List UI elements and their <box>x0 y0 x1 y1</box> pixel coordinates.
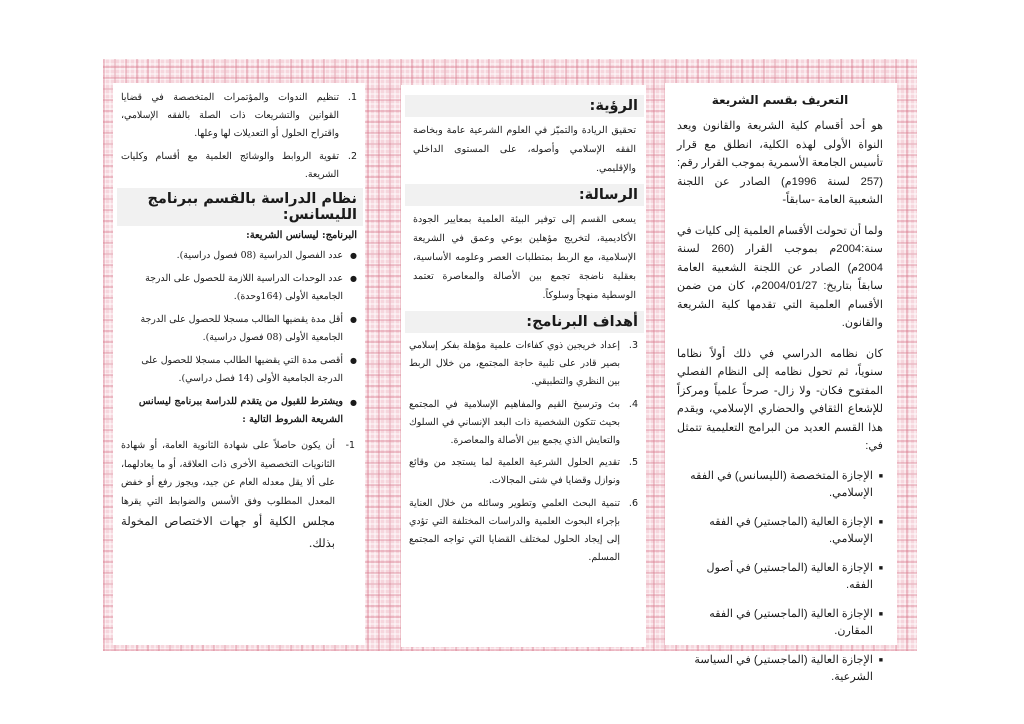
goals-heading: أهداف البرنامج: <box>405 311 644 333</box>
program-item: ■ الإجازة العالية (الماجستير) في السياسة الشرعية. <box>677 652 883 686</box>
goal-number: 1. <box>347 92 357 103</box>
goal-number: 4. <box>628 398 638 410</box>
program-item: ■ الإجازة المتخصصة (الليسانس) في الفقه الإسلامي. <box>677 468 883 502</box>
panel-introduction <box>665 83 897 683</box>
vision-heading: الرؤية: <box>405 95 644 117</box>
goal-text: بث وترسيخ القيم والمفاهيم الإسلامية في المجتمع بحيث تتكون الشخصية ذات البعد الإنساني في السلوك والتعايش الذي يجمع بين الأصالة والمعاصرة. <box>409 398 620 447</box>
program-label: البرنامج: ليسانس الشريعة: <box>246 230 357 242</box>
goal-text: تقديم الحلول الشرعية العلمية لما يستجد من وقائع ونوازل وقضايا في شتى المجالات. <box>409 457 620 487</box>
goal-number: 3. <box>628 340 638 351</box>
goals-continued-list <box>121 89 359 184</box>
admission-condition <box>121 437 359 554</box>
program-fact: ● عدد الفصول الدراسية (08 فصول دراسية). <box>121 247 359 265</box>
mission-text: يسعى القسم إلى توفير البيئة العلمية بمعايير الجودة الأكاديمية، لتخريج مؤهلين بوعي وعمق في الشريعة الإسلامية، مع الربط بمتطلبات العصر وعلومه الأساسية، بعقلية ناضجة تجمع بين الأصالة والمعاصرة تعتمد الوسطية منهجاً وسلوكاً. <box>413 214 636 301</box>
programs-list <box>677 468 883 686</box>
program-fact: ● أقل مدة يقضيها الطالب مسجلا للحصول على الدرجة الجامعية الأولى (08 فصول دراسية). <box>121 311 359 347</box>
program-item: ■ الإجازة العالية (الماجستير) في أصول الفقه. <box>677 560 883 594</box>
vision-text: تحقيق الريادة والتميّز في العلوم الشرعية عامة وبخاصة الفقه الإسلامي وأصوله، على المستوى الداخلي والإقليمي. <box>413 125 636 174</box>
goal-item <box>409 495 640 568</box>
goal-number: 2. <box>347 150 357 162</box>
condition-text: أن يكون حاصلاً على شهادة الثانوية العامة، أو شهادة الثانويات التخصصية الأخرى ذات العلاقة، أو ما يعادلهما، على ألا يقل معدله العام عن جيد، ويجوز رفع أو خفض المعدل المطلوب وفق الأسس والضوابط التي يقرها <box>121 440 335 507</box>
panel-vision-mission <box>401 85 646 647</box>
goals-list <box>409 337 640 567</box>
introduction-title: التعريف بقسم الشريعة <box>711 93 849 107</box>
introduction-paragraph-3: كان نظامه الدراسي في ذلك أولاً نظاما سنوياً، ثم تحول نظامه إلى النظام الفصلي المفتوح فكان- ولا زال- صرحاً علمياً ومركزاً للإشعاع الثقافي والحضاري الإسلامي، ويقدم هذا القسم العديد من البرامج التعليمية تتمثل في: <box>677 347 883 452</box>
program-facts-list <box>121 247 359 388</box>
introduction-paragraph-2: ولما أن تحولت الأقسام العلمية إلى كليات في سنة:2004م بموجب القرار (260 لسنة 2004م) الصادر عن اللجنة الشعبية العامة سابقاً بتاريخ: 2004/01/27م، كان من ضمن الأقسام العلمية التي تقدمها كلية الشريعة والقانون. <box>677 224 883 329</box>
goal-item <box>409 337 640 392</box>
panel-study-system <box>113 83 365 645</box>
study-system-heading: نظام الدراسة بالقسم ببرنامج الليسانس: <box>117 188 363 226</box>
program-item: ■ الإجازة العالية (الماجستير) في الفقه المقارن. <box>677 606 883 640</box>
goal-number: 5. <box>628 457 638 469</box>
program-item: ■ الإجازة العالية (الماجستير) في الفقه الإسلامي. <box>677 514 883 548</box>
mission-heading: الرسالة: <box>405 184 644 206</box>
introduction-paragraph-1: هو أحد أقسام كلية الشريعة والقانون ويعد النواة الأولى لهذه الكلية، انطلق مع قرار تأسيس الجامعة الأسمرية بموجب القرار رقم: (257 لسنة 1996م) الصادر عن اللجنة الشعبية العامة -سابقاً- <box>677 120 884 206</box>
goal-item <box>121 89 359 144</box>
goal-item <box>121 148 359 184</box>
program-fact: ● عدد الوحدات الدراسية اللازمة للحصول على الدرجة الجامعية الأولى (164وحدة). <box>121 270 359 306</box>
program-fact: ● أقصى مدة التي يقضيها الطالب مسجلا للحصول على الدرجة الجامعية الأولى (14 فصل دراسي). <box>121 352 359 388</box>
condition-text-emphasis: مجلس الكلية أو جهات الاختصاص المخولة بذلك. <box>121 514 335 550</box>
goal-text: إعداد خريجين ذوي كفاءات علمية مؤهلة بفكر إسلامي بصير قادر على تلبية حاجة المجتمع، من خلال الربط بين النظري والتطبيقي. <box>409 340 620 388</box>
goal-text: تنظيم الندوات والمؤتمرات المتخصصة في قضايا القوانين والتشريعات ذات الصلة بالفقه الإسلامي، واقتراح الحلول أو التعديلات لها وعلها. <box>121 92 339 140</box>
goal-text: تنمية البحث العلمي وتطوير وسائله من خلال العناية بإجراء البحوث العلمية والدراسات المختلفة التي تؤدي إلى إيجاد الحلول لمختلف القضايا التي تواجه المجتمع المسلم. <box>409 497 620 564</box>
goal-item <box>409 454 640 490</box>
goal-number: 6. <box>628 497 638 509</box>
goal-text: تقوية الروابط والوشائج العلمية مع أقسام وكليات الشريعة. <box>121 150 339 180</box>
admission-requirements: ● ويشترط للقبول من يتقدم للدراسة ببرنامج ليسانس الشريعة الشروط التالية : <box>121 393 359 429</box>
condition-number: 1- <box>345 440 355 452</box>
brochure-background <box>103 59 917 683</box>
goal-item <box>409 396 640 451</box>
